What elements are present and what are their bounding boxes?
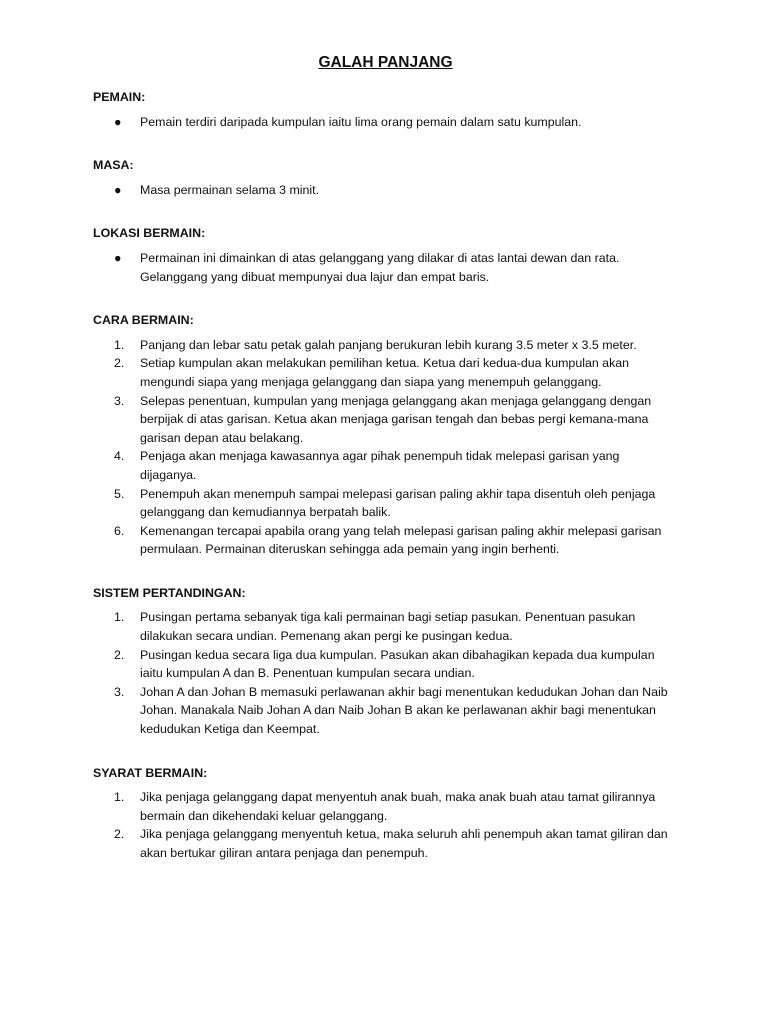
list-item [93, 354, 678, 391]
list-item [93, 683, 678, 739]
section-sistem-pertandingan [93, 584, 678, 739]
item-number: 6. [114, 523, 125, 538]
section-lokasi-bermain [93, 224, 678, 286]
bullet-icon: ● [114, 114, 122, 129]
item-number: 2. [114, 827, 125, 842]
section-pemain [93, 88, 678, 131]
list-item-text: Pusingan pertama sebanyak tiga kali permainan bagi setiap pasukan. Penentuan pasukan dilakukan secara undian. Pemenang akan pergi ke pusingan kedua. [140, 610, 636, 644]
list-item-text: Jika penjaga gelanggang menyentuh ketua, maka seluruh ahli penempuh akan tamat giliran dan akan bertukar giliran antara penjaga dan penempuh. [140, 827, 668, 860]
list-item [93, 181, 678, 200]
numbered-list [93, 336, 678, 559]
bullet-list [93, 249, 678, 286]
list-item-text: Pusingan kedua secara liga dua kumpulan. Pasukan akan dibahagikan kepada dua kumpulan iaitu kumpulan A dan B. Penentuan kumpulan secara undian. [140, 647, 655, 681]
list-item [93, 608, 678, 645]
numbered-list [93, 608, 678, 738]
list-item-text: Masa permainan selama 3 minit. [140, 182, 320, 197]
section-syarat-bermain [93, 764, 678, 863]
section-masa [93, 156, 678, 199]
list-item-text: Johan A dan Johan B memasuki perlawanan akhir bagi menentukan kedudukan Johan dan Naib Johan. Manakala Naib Johan A dan Naib Johan B akan ke perlawanan akhir bagi menentukan kedudukan Ketiga dan Keempat. [140, 684, 668, 737]
bullet-icon: ● [114, 250, 122, 265]
bullet-icon: ● [114, 182, 122, 197]
bullet-list [93, 113, 678, 132]
numbered-list [93, 788, 678, 862]
list-item [93, 249, 678, 286]
list-item-text: Permainan ini dimainkan di atas gelanggang yang dilakar di atas lantai dewan dan rata. Gelanggang yang dibuat mempunyai dua lajur dan empat baris. [140, 250, 620, 284]
item-number: 3. [114, 684, 125, 699]
list-item-text: Jika penjaga gelanggang dapat menyentuh anak buah, maka anak buah atau tamat gilirannya bermain dan dikehendaki keluar gelanggang. [140, 790, 656, 823]
list-item-text: Kemenangan tercapai apabila orang yang telah melepasi garisan paling akhir melepasi garisan permulaan. Permainan diteruskan sehingga ada pemain yang ingin berhenti. [140, 523, 662, 557]
list-item [93, 825, 678, 862]
list-item-text: Pemain terdiri daripada kumpulan iaitu lima orang pemain dalam satu kumpulan. [140, 114, 582, 129]
section-heading: PEMAIN: [93, 90, 146, 104]
list-item-text: Panjang dan lebar satu petak galah panjang berukuran lebih kurang 3.5 meter x 3.5 meter. [140, 337, 637, 352]
list-item-text: Selepas penentuan, kumpulan yang menjaga gelanggang akan menjaga gelanggang dengan berpijak di atas garisan. Ketua akan menjaga garisan tengah dan bebas pergi kemana-mana garisan depan atau belakang. [140, 393, 652, 445]
item-number: 1. [114, 337, 125, 352]
item-number: 1. [114, 790, 125, 805]
section-heading: SYARAT BERMAIN: [93, 765, 208, 780]
section-heading: LOKASI BERMAIN: [93, 226, 206, 241]
section-heading: CARA BERMAIN: [93, 313, 194, 328]
list-item [93, 392, 678, 448]
item-number: 4. [114, 449, 125, 464]
list-item [93, 113, 678, 132]
item-number: 5. [114, 486, 125, 501]
item-number: 1. [114, 610, 125, 625]
item-number: 2. [114, 356, 125, 371]
item-number: 2. [114, 647, 125, 662]
list-item [93, 788, 678, 825]
section-cara-bermain [93, 311, 678, 559]
item-number: 3. [114, 393, 125, 408]
document-title: GALAH PANJANG [318, 54, 453, 71]
section-heading: SISTEM PERTANDINGAN: [93, 585, 246, 600]
section-heading: MASA: [93, 158, 134, 173]
list-item [93, 447, 678, 484]
list-item [93, 646, 678, 683]
list-item [93, 522, 678, 559]
bullet-list [93, 181, 678, 200]
list-item-text: Penempuh akan menempuh sampai melepasi garisan paling akhir tapa disentuh oleh penjaga gelanggang dan kemudiannya berpatah balik. [140, 486, 656, 520]
list-item-text: Setiap kumpulan akan melakukan pemilihan ketua. Ketua dari kedua-dua kumpulan akan mengundi siapa yang menjaga gelanggang dan siapa yang menempuh gelanggang. [140, 356, 630, 389]
list-item-text: Penjaga akan menjaga kawasannya agar pihak penempuh tidak melepasi garisan yang dijaganya. [140, 449, 620, 482]
list-item [93, 485, 678, 522]
list-item [93, 336, 678, 355]
